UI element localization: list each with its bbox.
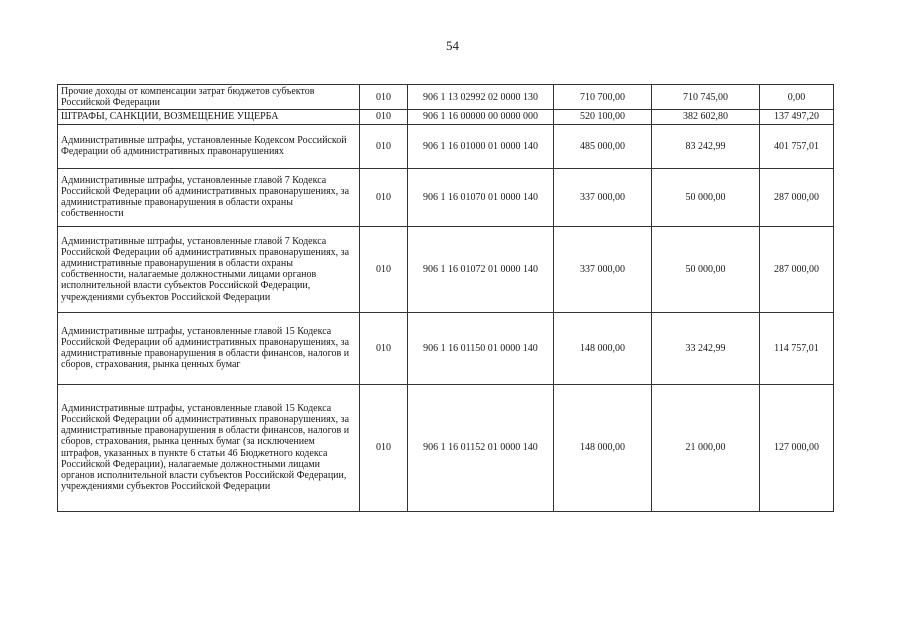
row-executed: 50 000,00 bbox=[652, 168, 760, 226]
row-executed: 710 745,00 bbox=[652, 85, 760, 110]
row-name: Административные штрафы, установленные главой 15 Кодекса Российской Федерации об административных правонарушениях, за административные правонарушения в области финансов, налогов и сборов, страхования, рынка ценных бумаг bbox=[58, 312, 360, 384]
row-kbk: 906 1 16 01070 01 0000 140 bbox=[408, 168, 554, 226]
row-kbk: 906 1 13 02992 02 0000 130 bbox=[408, 85, 554, 110]
row-name: Прочие доходы от компенсации затрат бюджетов субъектов Российской Федерации bbox=[58, 85, 360, 110]
row-code: 010 bbox=[360, 168, 408, 226]
row-executed: 382 602,80 bbox=[652, 110, 760, 124]
budget-table bbox=[57, 84, 834, 512]
table-row bbox=[58, 85, 834, 110]
row-name: Административные штрафы, установленные Кодексом Российской Федерации об административных правонарушениях bbox=[58, 124, 360, 168]
row-unexecuted: 287 000,00 bbox=[760, 226, 834, 312]
row-unexecuted: 114 757,01 bbox=[760, 312, 834, 384]
row-approved: 520 100,00 bbox=[554, 110, 652, 124]
row-kbk: 906 1 16 00000 00 0000 000 bbox=[408, 110, 554, 124]
table-row bbox=[58, 384, 834, 511]
row-executed: 83 242,99 bbox=[652, 124, 760, 168]
row-code: 010 bbox=[360, 226, 408, 312]
row-unexecuted: 137 497,20 bbox=[760, 110, 834, 124]
row-kbk: 906 1 16 01150 01 0000 140 bbox=[408, 312, 554, 384]
row-approved: 337 000,00 bbox=[554, 226, 652, 312]
row-unexecuted: 287 000,00 bbox=[760, 168, 834, 226]
row-unexecuted: 0,00 bbox=[760, 85, 834, 110]
page-number: 54 bbox=[446, 38, 459, 53]
row-approved: 710 700,00 bbox=[554, 85, 652, 110]
table-row bbox=[58, 110, 834, 124]
row-approved: 148 000,00 bbox=[554, 384, 652, 511]
row-kbk: 906 1 16 01152 01 0000 140 bbox=[408, 384, 554, 511]
row-unexecuted: 401 757,01 bbox=[760, 124, 834, 168]
row-unexecuted: 127 000,00 bbox=[760, 384, 834, 511]
row-code: 010 bbox=[360, 110, 408, 124]
row-executed: 50 000,00 bbox=[652, 226, 760, 312]
row-name: Административные штрафы, установленные главой 7 Кодекса Российской Федерации об административных правонарушениях, за административные правонарушения в области охраны собственности, налагаемые должностными лицами органов исполнительной власти субъектов Российской Федерации, учреждениями субъектов Российской Федерации bbox=[58, 226, 360, 312]
table-row bbox=[58, 124, 834, 168]
row-executed: 33 242,99 bbox=[652, 312, 760, 384]
row-kbk: 906 1 16 01000 01 0000 140 bbox=[408, 124, 554, 168]
row-kbk: 906 1 16 01072 01 0000 140 bbox=[408, 226, 554, 312]
row-code: 010 bbox=[360, 124, 408, 168]
row-approved: 148 000,00 bbox=[554, 312, 652, 384]
table-row bbox=[58, 312, 834, 384]
row-code: 010 bbox=[360, 85, 408, 110]
row-code: 010 bbox=[360, 312, 408, 384]
row-code: 010 bbox=[360, 384, 408, 511]
table-row bbox=[58, 168, 834, 226]
row-name: ШТРАФЫ, САНКЦИИ, ВОЗМЕЩЕНИЕ УЩЕРБА bbox=[58, 110, 360, 124]
row-approved: 337 000,00 bbox=[554, 168, 652, 226]
row-approved: 485 000,00 bbox=[554, 124, 652, 168]
row-name: Административные штрафы, установленные главой 15 Кодекса Российской Федерации об административных правонарушениях, за административные правонарушения в области финансов, налогов и сборов, страхования, рынка ценных бумаг (за исключением штрафов, указанных в пункте 6 статьи 46 Бюджетного кодекса Российской Федерации), налагаемые должностными лицами органов исполнительной власти субъектов Российской Федерации, учреждениями субъектов Российской Федерации bbox=[58, 384, 360, 511]
row-name: Административные штрафы, установленные главой 7 Кодекса Российской Федерации об административных правонарушениях, за административные правонарушения в области охраны собственности bbox=[58, 168, 360, 226]
row-executed: 21 000,00 bbox=[652, 384, 760, 511]
table-row bbox=[58, 226, 834, 312]
